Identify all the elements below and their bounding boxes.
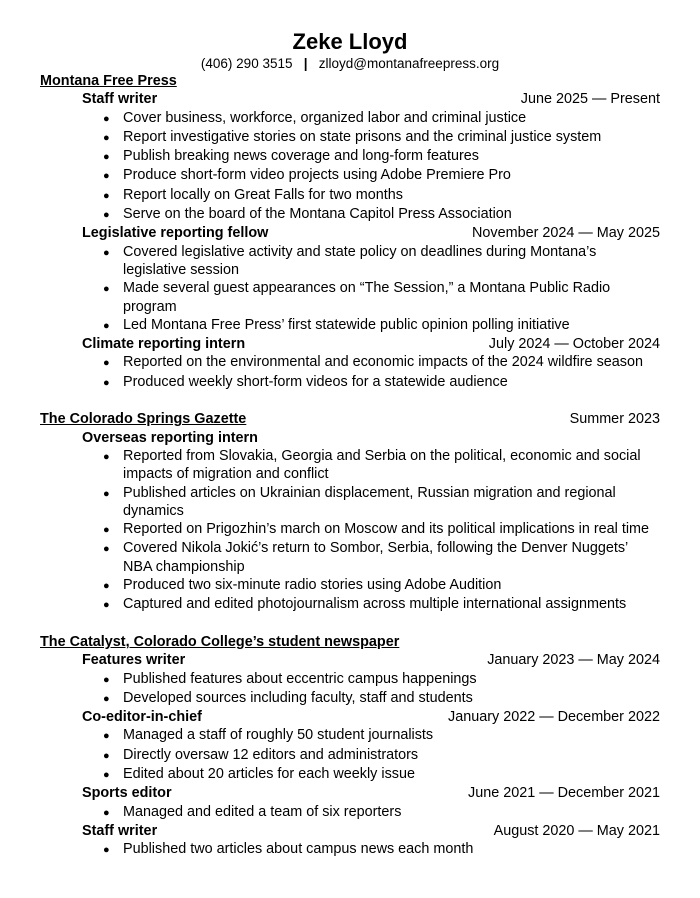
list-item: [40, 670, 660, 689]
experience-sections: [40, 72, 660, 859]
bullet-text: Developed sources including faculty, staff and students: [123, 689, 473, 706]
bullet-icon: ●: [103, 692, 110, 705]
bullet-icon: ●: [103, 209, 110, 222]
org-line: [40, 72, 660, 90]
bullet-text: Made several guest appearances on “The Session,” a Montana Public Radio program: [123, 280, 611, 315]
org-name: The Catalyst, Colorado College’s student newspaper: [40, 633, 400, 650]
role-line: [40, 708, 660, 726]
bullet-text: Cover business, workforce, organized labor and criminal justice: [123, 109, 527, 126]
bullet-text: Serve on the board of the Montana Capitol Press Association: [123, 206, 512, 223]
org-line: [40, 410, 660, 428]
bullet-text: Published two articles about campus news each month: [123, 841, 474, 858]
experience-section: [40, 72, 660, 392]
list-item: [40, 746, 660, 765]
bullet-icon: ●: [103, 450, 110, 463]
bullet-icon: ●: [103, 357, 110, 370]
bullet-icon: ●: [103, 319, 110, 332]
bullet-icon: ●: [103, 487, 110, 500]
bullet-icon: ●: [103, 599, 110, 612]
bullet-icon: ●: [103, 131, 110, 144]
bullet-text: Publish breaking news coverage and long-form features: [123, 148, 479, 165]
role-title: Staff writer: [82, 822, 158, 839]
bullet-text: Led Montana Free Press’ first statewide public opinion polling initiative: [123, 316, 570, 333]
org-line: [40, 633, 660, 651]
list-item: [40, 316, 660, 335]
list-item: [40, 243, 660, 280]
bullet-text: Reported on the environmental and economic impacts of the 2024 wildfire season: [123, 354, 643, 371]
bullet-text: Report locally on Great Falls for two months: [123, 186, 403, 203]
list-item: [40, 595, 660, 614]
role-dates: July 2024 — October 2024: [488, 336, 660, 353]
bullet-icon: ●: [103, 580, 110, 593]
list-item: [40, 128, 660, 147]
role-dates: November 2024 — May 2025: [472, 225, 660, 242]
bullet-text: Edited about 20 articles for each weekly issue: [123, 765, 415, 782]
bullet-text: Directly oversaw 12 editors and administrators: [123, 746, 419, 763]
bullet-text: Published articles on Ukrainian displacement, Russian migration and regional dynamics: [123, 484, 616, 519]
list-item: [40, 484, 660, 521]
list-item: [40, 166, 660, 185]
bullet-text: Reported from Slovakia, Georgia and Serbia on the political, economic and social impacts of migration and conflict: [123, 447, 641, 483]
bullet-icon: ●: [103, 844, 110, 857]
bullet-icon: ●: [103, 151, 110, 164]
bullet-icon: ●: [103, 524, 110, 537]
role-title: Co-editor-in-chief: [82, 709, 202, 726]
bullet-text: Captured and edited photojournalism across multiple international assignments: [123, 596, 627, 613]
bullet-icon: ●: [103, 283, 110, 296]
org-date: Summer 2023: [569, 411, 660, 428]
list-item: [40, 520, 660, 539]
bullet-icon: ●: [103, 749, 110, 762]
bullet-icon: ●: [103, 806, 110, 819]
list-item: [40, 726, 660, 745]
list-item: [40, 539, 660, 576]
bullet-text: Published features about eccentric campus happenings: [123, 670, 477, 687]
role-dates: June 2021 — December 2021: [468, 785, 660, 802]
role-title: Legislative reporting fellow: [82, 225, 269, 242]
bullet-text: Report investigative stories on state prisons and the criminal justice system: [123, 128, 602, 145]
section-spacer: [40, 615, 660, 633]
role-line: [40, 784, 660, 802]
bullet-icon: ●: [103, 246, 110, 259]
role-title: Staff writer: [82, 91, 158, 108]
list-item: [40, 689, 660, 708]
role-title: Features writer: [82, 652, 186, 669]
bullet-icon: ●: [103, 170, 110, 183]
section-spacer: [40, 392, 660, 410]
contact-line: [40, 55, 660, 72]
list-item: [40, 109, 660, 128]
role-line: [40, 335, 660, 353]
list-item: [40, 803, 660, 822]
separator: |: [303, 56, 308, 71]
org-name: The Colorado Springs Gazette: [40, 411, 247, 428]
role-dates: January 2023 — May 2024: [487, 652, 660, 669]
list-item: [40, 765, 660, 784]
list-item: [40, 373, 660, 392]
bullet-text: Produce short-form video projects using Adobe Premiere Pro: [123, 167, 511, 184]
phone: (406) 290 3515: [200, 56, 293, 71]
role-dates: June 2025 — Present: [520, 91, 660, 108]
bullet-icon: ●: [103, 543, 110, 556]
list-item: [40, 447, 660, 484]
list-item: [40, 205, 660, 224]
bullet-text: Managed a staff of roughly 50 student journalists: [123, 727, 434, 744]
role-title: Climate reporting intern: [82, 336, 246, 353]
list-item: [40, 186, 660, 205]
role-title: Sports editor: [82, 785, 172, 802]
role-line: [40, 90, 660, 108]
bullet-icon: ●: [103, 730, 110, 743]
bullet-text: Produced weekly short-form videos for a statewide audience: [123, 373, 508, 390]
role-line: [40, 429, 660, 447]
bullet-text: Produced two six-minute radio stories using Adobe Audition: [123, 577, 502, 594]
role-dates: January 2022 — December 2022: [448, 709, 660, 726]
list-item: [40, 840, 660, 859]
role-line: [40, 822, 660, 840]
role-dates: August 2020 — May 2021: [493, 822, 660, 839]
bullet-icon: ●: [103, 376, 110, 389]
list-item: [40, 353, 660, 372]
resume-name: Zeke Lloyd: [292, 29, 408, 54]
org-name: Montana Free Press: [40, 73, 177, 89]
list-item: [40, 576, 660, 595]
role-title: Overseas reporting intern: [82, 429, 258, 446]
bullet-icon: ●: [103, 768, 110, 781]
list-item: [40, 147, 660, 166]
bullet-icon: ●: [103, 673, 110, 686]
bullet-text: Managed and edited a team of six reporters: [123, 803, 402, 820]
list-item: [40, 279, 660, 316]
bullet-icon: ●: [103, 189, 110, 202]
bullet-text: Covered Nikola Jokić’s return to Sombor, Serbia, following the Denver Nuggets’ NBA championship: [123, 540, 628, 575]
email: zlloyd@montanafreepress.org: [318, 56, 500, 71]
bullet-text: Covered legislative activity and state policy on deadlines during Montana’s legislative session: [123, 243, 597, 278]
experience-section: [40, 410, 660, 614]
experience-section: [40, 633, 660, 860]
role-line: [40, 651, 660, 669]
bullet-text: Reported on Prigozhin’s march on Moscow and its political implications in real time: [123, 521, 650, 538]
bullet-icon: ●: [103, 112, 110, 125]
role-line: [40, 224, 660, 242]
